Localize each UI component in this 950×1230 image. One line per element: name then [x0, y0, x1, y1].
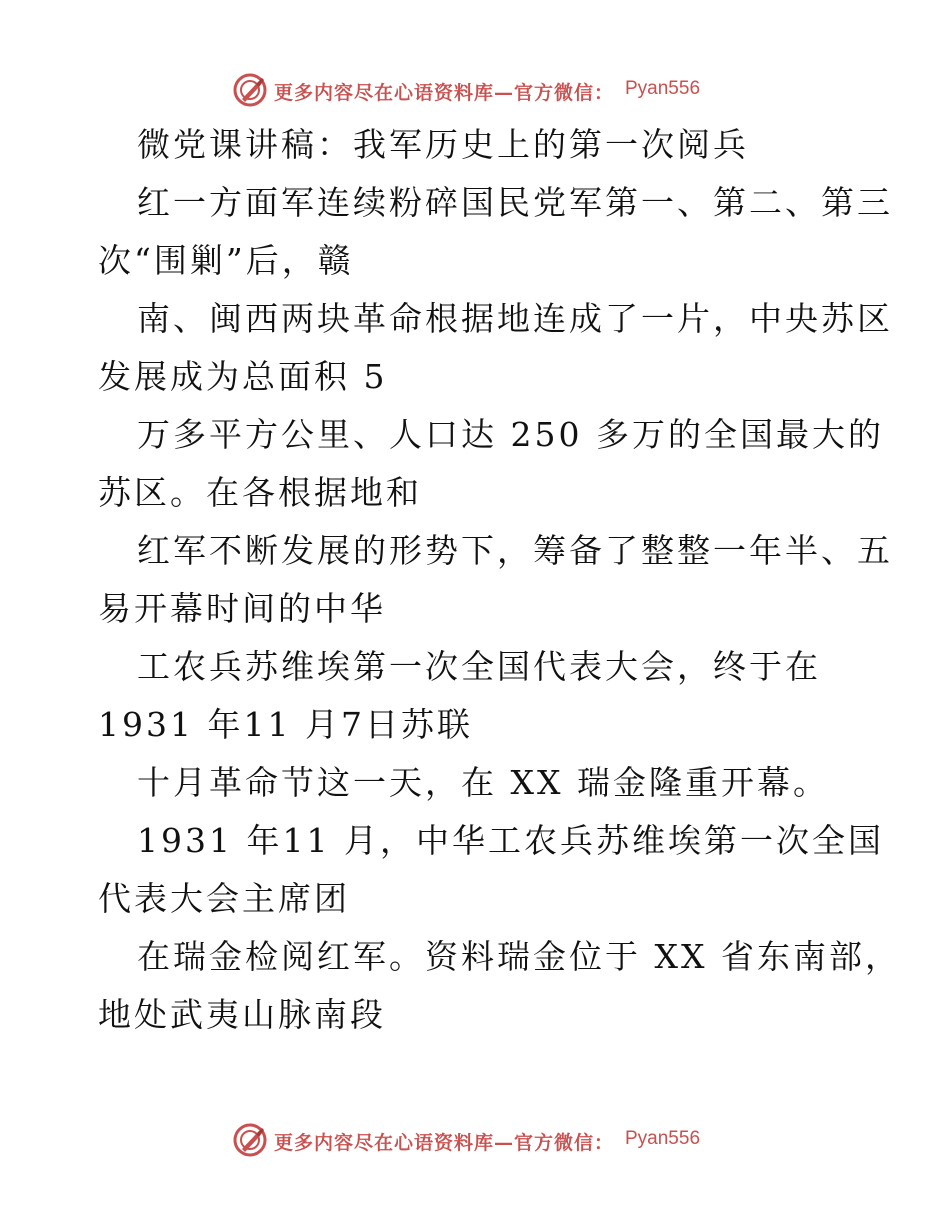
text-line: 红军不断发展的形势下，筹备了整整一年半、五 — [137, 531, 893, 570]
text-line: 红一方面军连续粉碎国民党军第一、第二、第三 — [137, 183, 893, 222]
banner-wechat-id: Pyan556 — [625, 78, 701, 99]
banner-slogan: 更多内容尽在心语资料库—官方微信： — [274, 1132, 615, 1154]
header-banner — [0, 70, 950, 110]
text-line: 苏区。在各根据地和 — [98, 473, 422, 512]
text-line: 地处武夷山脉南段 — [98, 995, 386, 1034]
text-line: 工农兵苏维埃第一次全国代表大会，终于在 — [137, 647, 821, 686]
text-line: 南、闽西两块革命根据地连成了一片，中央苏区 — [137, 299, 893, 338]
text-line: 十月革命节这一天，在 XX 瑞金隆重开幕。 — [137, 763, 829, 802]
document-title: 微党课讲稿：我军历史上的第一次阅兵 — [137, 125, 749, 164]
text-line: 在瑞金检阅红军。资料瑞金位于 XX 省东南部， — [137, 937, 901, 976]
text-line: 发展成为总面积 5 — [98, 357, 388, 396]
footer-banner — [0, 1120, 950, 1160]
text-line: 1931 年11 月，中华工农兵苏维埃第一次全国 — [137, 821, 884, 860]
banner-wechat-id: Pyan556 — [625, 1128, 701, 1149]
pen-logo-icon — [232, 1122, 268, 1158]
banner-slogan: 更多内容尽在心语资料库—官方微信： — [274, 82, 615, 104]
text-line: 易开幕时间的中华 — [98, 589, 386, 628]
text-line: 1931 年11 月7日苏联 — [98, 705, 473, 744]
pen-logo-icon — [232, 72, 268, 108]
text-line: 次“围剿”后，赣 — [98, 241, 354, 280]
text-line: 代表大会主席团 — [98, 879, 350, 918]
text-line: 万多平方公里、人口达 250 多万的全国最大的 — [137, 415, 884, 454]
